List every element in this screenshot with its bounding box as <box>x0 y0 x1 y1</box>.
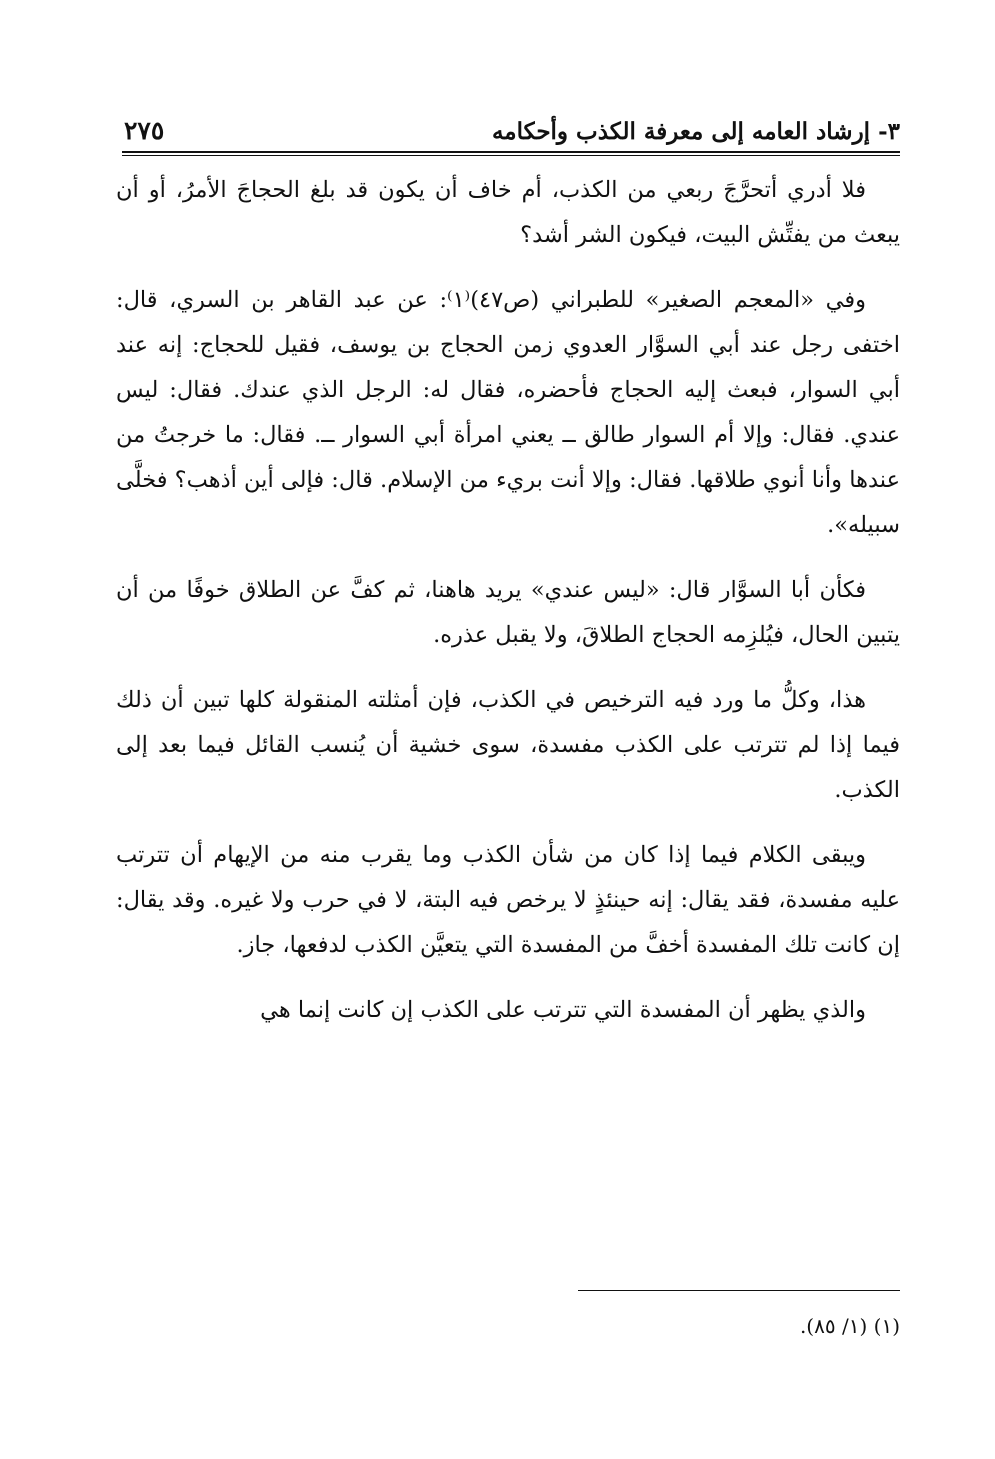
footnote: (١) (١/ ٨٥). <box>799 1314 900 1338</box>
paragraph: هذا، وكلُّ ما ورد فيه الترخيص في الكذب، فإن أمثلته المنقولة كلها تبين أن ذلك فيما إذا لم تترتب على الكذب مفسدة، سوى خشية أن يُنسب القائل فيما بعد إلى الكذب. <box>116 687 900 803</box>
header-rule <box>122 151 900 156</box>
footnote-rule <box>578 1290 900 1291</box>
paragraph: والذي يظهر أن المفسدة التي تترتب على الكذب إن كانت إنما هي <box>260 997 866 1023</box>
running-header <box>122 112 900 156</box>
paragraph: فكأن أبا السوَّار قال: «ليس عندي» يريد هاهنا، ثم كفَّ عن الطلاق خوفًا من أن يتبين الحال، فيُلزِمه الحجاج الطلاقَ، ولا يقبل عذره. <box>116 577 900 648</box>
page-number: ٢٧٥ <box>124 116 165 145</box>
paragraph: فلا أدري أتحرَّجَ ربعي من الكذب، أم خاف أن يكون قد بلغ الحجاجَ الأمرُ، أو أن يبعث من يفتِّش البيت، فيكون الشر أشد؟ <box>116 177 900 248</box>
running-header-title: ٣- إرشاد العامه إلى معرفة الكذب وأحكامه <box>491 118 900 145</box>
main-text <box>116 168 900 1033</box>
paragraph: ويبقى الكلام فيما إذا كان من شأن الكذب وما يقرب منه من الإيهام أن تترتب عليه مفسدة، فقد يقال: إنه حينئذٍ لا يرخص فيه البتة، لا في حرب ولا غيره. وقد يقال: إن كانت تلك المفسدة أخفَّ من المفسدة التي يتعيَّن الكذب لدفعها، جاز. <box>116 842 900 958</box>
paragraph: وفي «المعجم الصغير» للطبراني (ص٤٧)⁽١⁾: عن عبد القاهر بن السري، قال: اختفى رجل عند أبي السوَّار العدوي زمن الحجاج بن يوسف، فقيل للحجاج: إنه عند أبي السوار، فبعث إليه الحجاج فأحضره، فقال له: الرجل الذي عندك. فقال: ليس عندي. فقال: وإلا أم السوار طالق ــ يعني امرأة أبي السوار ــ. فقال: ما خرجتُ من عندها وأنا أنوي طلاقها. فقال: وإلا أنت بريء من الإسلام. قال: فإلى أين أذهب؟ فخلَّى سبيله». <box>116 287 900 538</box>
